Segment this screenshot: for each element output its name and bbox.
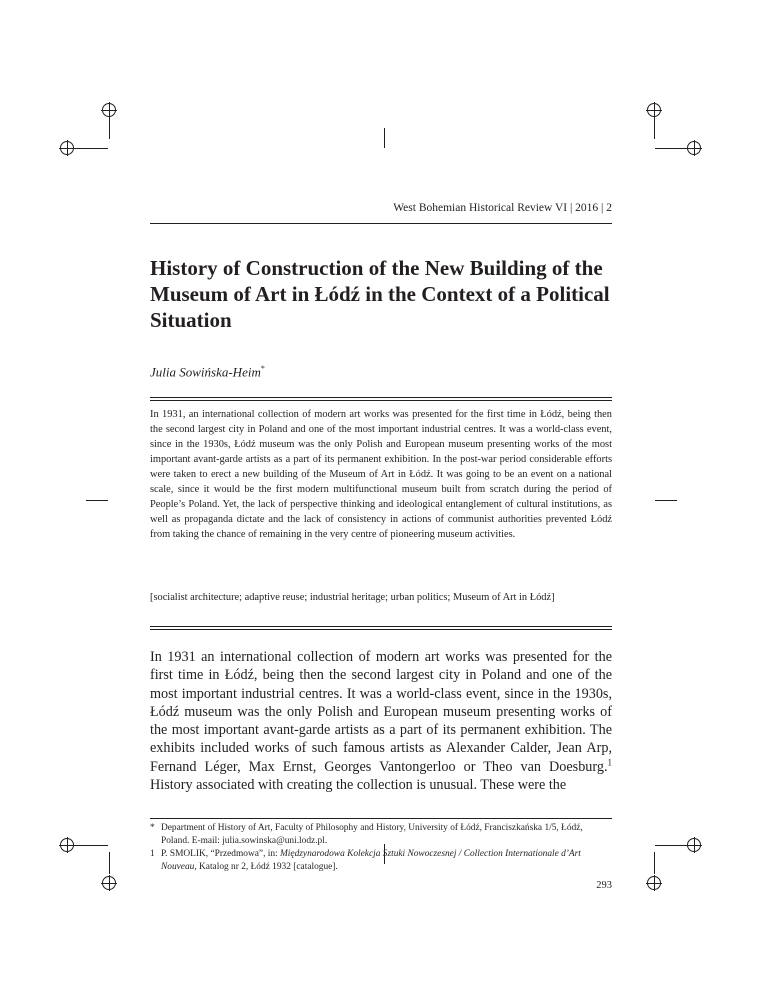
registration-mark-bottom-right-outer-icon [687, 838, 701, 852]
author-name-text: Julia Sowińska-Heim [150, 364, 261, 380]
body-text: In 1931 an international collection of modern art works was presented for the first time in Łódź, being then the second largest city in Poland and one of the most important industrial centres. It was a world-class event, since in the 1930s, Łódź museum was the only Polish and European museum presenting works of the most important avant-garde artists as a part of its permanent exhibition. The exhibits included works of such famous artists as Alexander Calder, Jean Arp, Fernand Léger, Max Ernst, Georges Vantongerloo or Theo van Doesburg. [150, 649, 612, 775]
crop-mark-bottom-left-vertical [109, 852, 110, 874]
registration-mark-top-right-icon [647, 103, 661, 117]
crop-mark-top-right-horizontal [655, 148, 687, 149]
page-number: 293 [596, 880, 612, 891]
footnote-author [150, 822, 612, 848]
registration-mark-top-left-icon [102, 103, 116, 117]
abstract: In 1931, an international collection of modern art works was presented for the first time in Łódź, being then the second largest city in Poland and one of the most important industrial centres. It was a world-class event, since in the 1930s, Łódź museum was the only Polish and European museum presenting works of the most important avant-garde artists as a part of its permanent exhibition. In the post-war period considerable efforts were taken to erect a new building of the Museum of Art in Łódź. It was going to be an event on a national scale, since it would be the first modern multifunctional museum built from scratch during the period of People’s Poland. Yet, the lack of perspective thinking and ideological entanglement of cultural institutions, as well as propaganda dictate and the lack of consistency in actions of communist authorities prevented Łódź from taking the chance of remaining in the very centre of pioneering museum activities. [150, 409, 612, 540]
footnote-citation-author: P. SMOLIK, “Przedmowa”, in: [161, 849, 280, 859]
crop-mark-middle-right [655, 500, 677, 501]
crop-mark-top-left-horizontal [74, 148, 108, 149]
footnote-text: Department of History of Art, Faculty of Philosophy and History, University of Łódź, Franciszkańska 1/5, Łódź, Poland. E-mail: julia.sowinska@uni.lodz.pl. [161, 823, 583, 846]
crop-mark-bottom-left-horizontal [74, 845, 108, 846]
crop-mark-top-left-vertical [109, 117, 110, 139]
footnote-mark: * [150, 823, 155, 833]
registration-mark-bottom-left-outer-icon [60, 838, 74, 852]
crop-mark-bottom-right-horizontal [655, 845, 687, 846]
crop-mark-bottom-right-vertical [654, 852, 655, 874]
registration-mark-top-right-outer-icon [687, 141, 701, 155]
keywords: [socialist architecture; adaptive reuse; industrial heritage; urban politics; Museum of Art in Łódź] [150, 592, 555, 603]
registration-mark-bottom-left-icon [102, 876, 116, 890]
crop-mark-top-center [384, 128, 385, 148]
crop-mark-top-right-vertical [654, 117, 655, 139]
registration-mark-top-left-outer-icon [60, 141, 74, 155]
abstract-bottom-rule [150, 626, 612, 630]
body-text-continued: History associated with creating the collection is unusual. These were the [150, 777, 567, 794]
footnote-reference-1[interactable]: 1 [607, 757, 612, 768]
footnote-citation-details: , Katalog nr 2, Łódź 1932 [catalogue]. [194, 862, 338, 872]
running-head-rule [150, 223, 612, 224]
footnote-citation-title: Międzynarodowa Kolekcja Sztuki Nowoczesnej / Collection Internationale d’Art Nouveau [161, 849, 581, 872]
crop-mark-middle-left [86, 500, 108, 501]
abstract-top-rule [150, 397, 612, 401]
author-name [150, 364, 265, 380]
registration-mark-bottom-right-icon [647, 876, 661, 890]
footnote-1 [150, 848, 612, 874]
author-footnote-mark: * [260, 364, 265, 373]
footnote-mark: 1 [150, 849, 155, 859]
running-head: West Bohemian Historical Review VI | 2016 | 2 [393, 202, 612, 214]
body-paragraph [150, 648, 612, 794]
article-title: History of Construction of the New Building of the Museum of Art in Łódź in the Context of a Political Situation [150, 256, 610, 332]
footnote-rule [150, 818, 612, 819]
footnote-text [161, 848, 612, 874]
